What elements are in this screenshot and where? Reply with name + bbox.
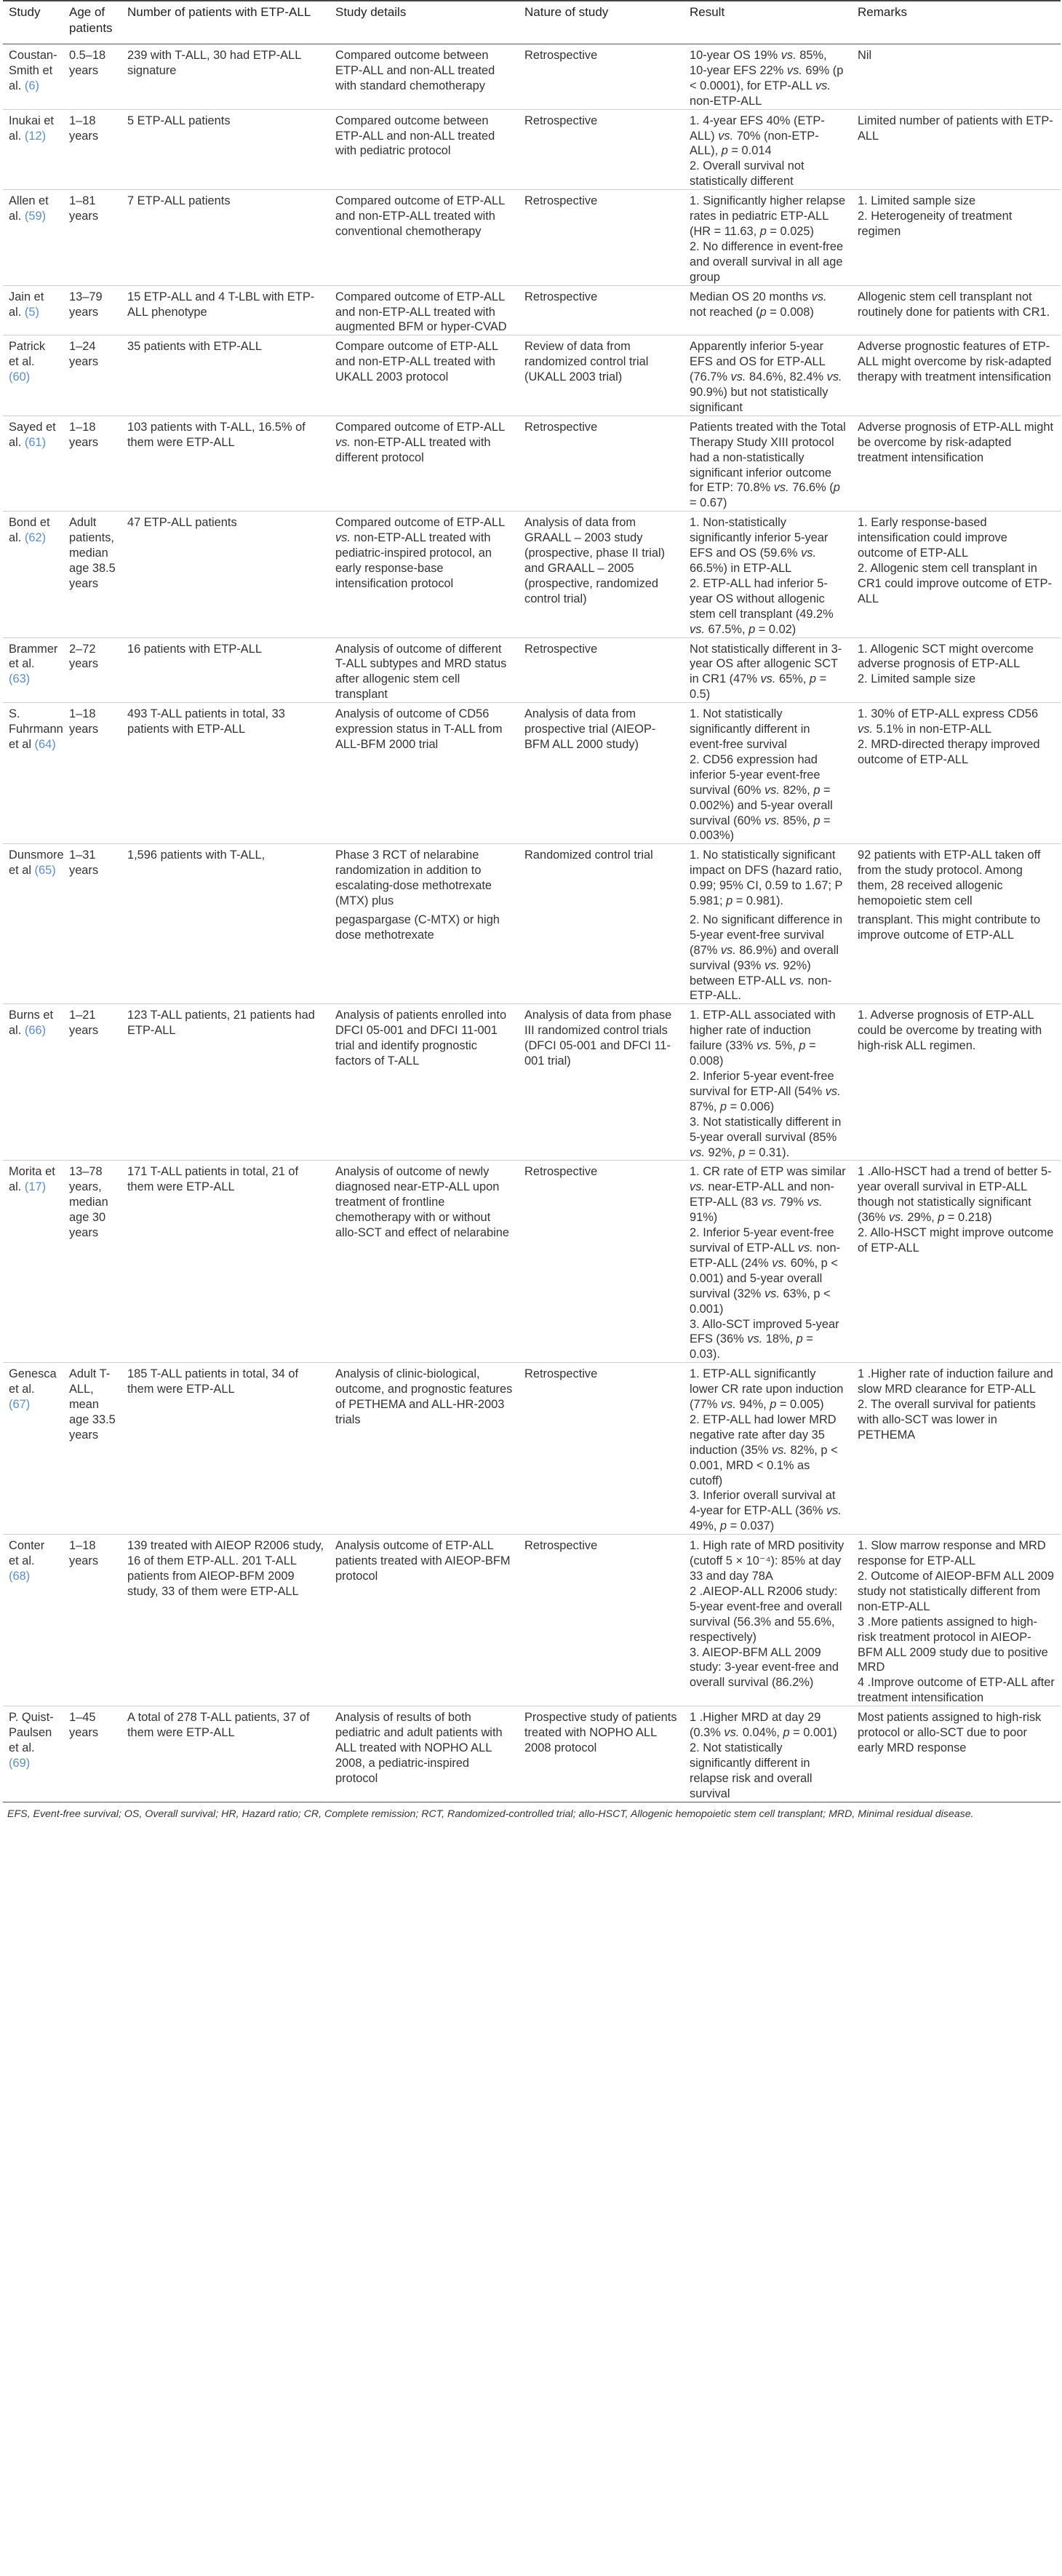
cell-patients: 15 ETP-ALL and 4 T-LBL with ETP-ALL phenotype [121,285,330,335]
cell-study [3,335,63,416]
cell-remarks: Limited number of patients with ETP-ALL [852,109,1061,190]
cell-study [3,1706,63,1802]
cell-nature: Retrospective [519,285,684,335]
cell-study [3,909,63,1004]
cell-result: 10-year OS 19% vs. 85%, 10-year EFS 22% vs. 69% (p < 0.0001), for ETP-ALL vs. non-ETP-ALL [690,49,844,108]
table-row [3,416,1061,511]
table-row [3,1161,1061,1363]
cell-age: 13–78 years, median age 30 years [63,1161,121,1363]
cell-study [3,44,63,110]
cell-age: 1–18 years [63,109,121,190]
table-row [3,1706,1061,1802]
cell-nature: Retrospective [519,190,684,285]
table-row [3,512,1061,637]
reference-link[interactable]: (60) [9,370,31,384]
reference-link[interactable]: (62) [24,531,47,545]
cell-patients: 47 ETP-ALL patients [121,512,330,637]
cell-patients: 16 patients with ETP-ALL [121,637,330,703]
table-row [3,190,1061,285]
table-footnote: EFS, Event-free survival; OS, Overall survival; HR, Hazard ratio; CR, Complete remission; RCT, Randomized-controlled trial; allo-HSCT, Allogenic hemopoietic stem cell transplant; MRD, Minimal residual disease. [3,1802,1061,1821]
cell-result: 1. Non-statistically significantly inferior 5-year EFS and OS (59.6% vs. 66.5%) in ETP-ALL 2. ETP-ALL had inferior 5-year OS without allogenic stem cell transplant (49.2% vs. 67.5%, p = 0.02) [684,512,852,637]
cell-study [3,703,63,844]
cell-nature: Retrospective [519,416,684,511]
cell-nature: Randomized control trial [519,844,684,909]
cell-patients: 1,596 patients with T-ALL, [121,844,330,909]
cell-details: Compare outcome of ETP-ALL and non-ETP-ALL treated with UKALL 2003 protocol [330,335,519,416]
study-name: P. Quist-Paulsen et al. [9,1711,54,1754]
table-row [3,909,1061,1004]
table-row [3,637,1061,703]
cell-study [3,109,63,190]
study-name: Dunsmore et al [9,848,64,878]
cell-age: 13–79 years [63,285,121,335]
cell-study [3,416,63,511]
table-row [3,1535,1061,1706]
cell-nature: Retrospective [519,637,684,703]
cell-patients: 103 patients with T-ALL, 16.5% of them were ETP-ALL [121,416,330,511]
cell-nature: Analysis of data from phase III randomized control trials (DFCI 05-001 and DFCI 11-001 trial) [519,1004,684,1161]
reference-link[interactable]: (5) [24,305,39,319]
cell-study [3,1363,63,1535]
study-name: Patrick et al. [9,340,46,369]
reference-link[interactable]: (67) [9,1398,31,1412]
table-row [3,285,1061,335]
table-row [3,703,1061,844]
table-body [3,44,1061,1802]
cell-nature: Retrospective [519,1161,684,1363]
study-name: S. Fuhrmann et al [9,707,63,751]
cell-result: 2. No significant difference in 5-year event-free survival (87% vs. 86.9%) and overall survival (93% vs. 92%) between ETP-ALL vs. non-ETP-ALL. [690,913,843,1003]
reference-link[interactable]: (65) [34,864,56,878]
study-name: Genesca et al. [9,1367,57,1396]
cell-remarks: transplant. This might contribute to improve outcome of ETP-ALL [858,913,1041,942]
cell-patients: 5 ETP-ALL patients [121,109,330,190]
cell-nature: Retrospective [519,109,684,190]
cell-remarks: Adverse prognosis of ETP-ALL might be overcome by risk-adapted treatment intensification [852,416,1061,511]
cell-study [3,512,63,637]
cell-patients [121,909,330,1004]
study-name: Coustan-Smith et al. [9,49,57,92]
cell-details: Compared outcome between ETP-ALL and non-ALL treated with standard chemotherapy [335,49,495,92]
cell-details: Analysis of clinic-biological, outcome, and prognostic features of PETHEMA and ALL-HR-2003 trials [330,1363,519,1535]
cell-patients: 171 T-ALL patients in total, 21 of them were ETP-ALL [121,1161,330,1363]
cell-study [3,1535,63,1706]
cell-result: Patients treated with the Total Therapy Study XIII protocol had a non-statistically significant inferior outcome for ETP: 70.8% vs. 76.6% (p = 0.67) [684,416,852,511]
cell-details: Analysis of results of both pediatric and adult patients with ALL treated with NOPHO ALL 2008, a pediatric-inspired protocol [330,1706,519,1802]
cell-age: 1–24 years [63,335,121,416]
study-name: Allen et al. [9,194,49,223]
cell-patients: A total of 278 T-ALL patients, 37 of them were ETP-ALL [121,1706,330,1802]
cell-patients: 123 T-ALL patients, 21 patients had ETP-ALL [121,1004,330,1161]
cell-age: 1–18 years [63,703,121,844]
header-result: Result [684,1,852,44]
cell-remarks: 1. Adverse prognosis of ETP-ALL could be overcome by treating with high-risk ALL regimen. [852,1004,1061,1161]
header-details: Study details [330,1,519,44]
cell-nature: Prospective study of patients treated with NOPHO ALL 2008 protocol [519,1706,684,1802]
reference-link[interactable]: (63) [9,672,31,686]
cell-remarks: Nil [858,49,872,62]
cell-remarks: 1 .Higher rate of induction failure and slow MRD clearance for ETP-ALL 2. The overall survival for patients with allo-SCT was lower in PETHEMA [852,1363,1061,1535]
study-name: Jain et al. [9,290,44,319]
cell-age: 1–21 years [63,1004,121,1161]
cell-details: Phase 3 RCT of nelarabine randomization in addition to escalating-dose methotrexate (MTX) plus [330,844,519,909]
cell-study [3,190,63,285]
cell-patients: 185 T-ALL patients in total, 34 of them were ETP-ALL [121,1363,330,1535]
cell-details: Analysis of outcome of different T-ALL subtypes and MRD status after allogenic stem cell transplant [330,637,519,703]
cell-study [3,844,63,909]
cell-nature [519,909,684,1004]
study-name: Conter et al. [9,1539,45,1568]
cell-age: Adult T-ALL, mean age 33.5 years [63,1363,121,1535]
cell-details: Analysis of outcome of newly diagnosed near-ETP-ALL upon treatment of frontline chemotherapy with or without allo-SCT and effect of nelarabine [330,1161,519,1363]
cell-details: Compared outcome of ETP-ALL and non-ETP-ALL treated with conventional chemotherapy [330,190,519,285]
cell-result: Apparently inferior 5-year EFS and OS for ETP-ALL (76.7% vs. 84.6%, 82.4% vs. 90.9%) but not statistically significant [684,335,852,416]
cell-remarks: Most patients assigned to high-risk protocol or allo-SCT due to poor early MRD response [852,1706,1061,1802]
cell-study [3,1004,63,1161]
table-row [3,335,1061,416]
cell-result: Median OS 20 months vs. not reached (p = 0.008) [684,285,852,335]
cell-study [3,1161,63,1363]
cell-result: 1. ETP-ALL significantly lower CR rate upon induction (77% vs. 94%, p = 0.005) 2. ETP-ALL had lower MRD negative rate after day 35 induction (35% vs. 82%, p < 0.001, MRD < 0.1% as cutoff) 3. Inferior overall survival at 4-year for ETP-ALL (36% vs. 49%, p = 0.037) [684,1363,852,1535]
reference-link[interactable]: (12) [24,129,47,143]
cell-details: pegaspargase (C-MTX) or high dose methotrexate [335,913,500,942]
cell-remarks: 1. Limited sample size 2. Heterogeneity of treatment regimen [852,190,1061,285]
cell-remarks: 1. 30% of ETP-ALL express CD56 vs. 5.1% in non-ETP-ALL 2. MRD-directed therapy improved outcome of ETP-ALL [852,703,1061,844]
cell-result: 1. Not statistically significantly different in event-free survival 2. CD56 expression had inferior 5-year event-free survival (60% vs. 82%, p = 0.002%) and 5-year overall survival (60% vs. 85%, p = 0.003%) [684,703,852,844]
cell-age: 1–18 years [63,416,121,511]
cell-age: 2–72 years [63,637,121,703]
table-row [3,1363,1061,1535]
cell-result: 1. CR rate of ETP was similar vs. near-ETP-ALL and non-ETP-ALL (83 vs. 79% vs. 91%) 2. Inferior 5-year event-free survival of ETP-ALL vs. non-ETP-ALL (24% vs. 60%, p < 0.001) and 5-year overall survival (32% vs. 63%, p < 0.001) 3. Allo-SCT improved 5-year EFS (36% vs. 18%, p = 0.03). [684,1161,852,1363]
table-row [3,844,1061,909]
cell-patients: 493 T-ALL patients in total, 33 patients with ETP-ALL [121,703,330,844]
cell-details: Analysis of outcome of CD56 expression status in T-ALL from ALL-BFM 2000 trial [330,703,519,844]
cell-remarks: 92 patients with ETP-ALL taken off from the study protocol. Among them, 28 received allogenic hemopoietic stem cell [852,844,1061,909]
cell-age: 1–81 years [63,190,121,285]
cell-result: 1 .Higher MRD at day 29 (0.3% vs. 0.04%, p = 0.001) 2. Not statistically significantly different in relapse risk and overall survival [684,1706,852,1802]
study-name: Bond et al. [9,516,50,545]
reference-link[interactable]: (68) [9,1570,31,1583]
cell-details: Compared outcome of ETP-ALL and non-ETP-ALL treated with augmented BFM or hyper-CVAD [330,285,519,335]
cell-nature: Retrospective [519,1363,684,1535]
cell-nature: Review of data from randomized control trial (UKALL 2003 trial) [519,335,684,416]
cell-age: 1–31 years [63,844,121,909]
study-name: Inukai et al. [9,114,54,143]
cell-age: Adult patients, median age 38.5 years [63,512,121,637]
table-row [3,1004,1061,1161]
reference-link[interactable]: (64) [34,737,56,751]
reference-link[interactable]: (61) [24,435,47,449]
header-study: Study [3,1,63,44]
table-row [3,44,1061,110]
cell-remarks: 1. Allogenic SCT might overcome adverse prognosis of ETP-ALL 2. Limited sample size [852,637,1061,703]
cell-details: Compared outcome of ETP-ALL vs. non-ETP-ALL treated with different protocol [330,416,519,511]
cell-remarks: 1 .Allo-HSCT had a trend of better 5-year overall survival in ETP-ALL though not statistically significant (36% vs. 29%, p = 0.218) 2. Allo-HSCT might improve outcome of ETP-ALL [852,1161,1061,1363]
reference-link[interactable]: (17) [24,1180,47,1194]
cell-nature: Retrospective [519,1535,684,1706]
cell-patients: 7 ETP-ALL patients [121,190,330,285]
cell-nature: Retrospective [524,49,598,62]
study-name: Brammer et al. [9,642,58,671]
study-name: Sayed et al. [9,420,56,449]
header-remarks: Remarks [852,1,1061,44]
reference-link[interactable]: (6) [24,79,39,92]
cell-nature: Analysis of data from prospective trial (AIEOP-BFM ALL 2000 study) [519,703,684,844]
cell-remarks: 1. Early response-based intensification could improve outcome of ETP-ALL 2. Allogenic stem cell transplant in CR1 could improve outcome of ETP-ALL [852,512,1061,637]
cell-result: 1. 4-year EFS 40% (ETP-ALL) vs. 70% (non-ETP-ALL), p = 0.014 2. Overall survival not statistically different [684,109,852,190]
cell-patients: 239 with T-ALL, 30 had ETP-ALL signature [127,49,301,77]
cell-age: 0.5–18 years [69,49,106,77]
cell-remarks: Adverse prognostic features of ETP-ALL might overcome by risk-adapted therapy with treatment intensification [852,335,1061,416]
study-name: Burns et al. [9,1009,54,1038]
cell-age [63,909,121,1004]
header-age: Age of patients [63,1,121,44]
table-row [3,109,1061,190]
reference-link[interactable]: (69) [9,1756,31,1770]
table-header [3,1,1061,44]
cell-details: Analysis of patients enrolled into DFCI 05-001 and DFCI 11-001 trial and identify prognostic factors of T-ALL [330,1004,519,1161]
cell-result: 1. High rate of MRD positivity (cutoff 5 × 10⁻⁴): 85% at day 33 and day 78A 2 .AIEOP-ALL R2006 study: 5-year event-free and overall survival (56.3% and 55.6%, respectively) 3. AIEOP-BFM ALL 2009 study: 3-year event-free and overall survival (86.2%) [684,1535,852,1706]
reference-link[interactable]: (59) [24,210,47,223]
header-patients: Number of patients with ETP-ALL [121,1,330,44]
cell-nature: Analysis of data from GRAALL – 2003 study (prospective, phase II trial) and GRAALL – 2005 (prospective, randomized control trial) [519,512,684,637]
header-nature: Nature of study [519,1,684,44]
cell-remarks: Allogenic stem cell transplant not routinely done for patients with CR1. [852,285,1061,335]
cell-patients: 139 treated with AIEOP R2006 study, 16 of them ETP-ALL. 201 T-ALL patients from AIEOP-BFM 2009 study, 33 of them were ETP-ALL [121,1535,330,1706]
cell-result: 1. ETP-ALL associated with higher rate of induction failure (33% vs. 5%, p = 0.008) 2. Inferior 5-year event-free survival for ETP-All (54% vs. 87%, p = 0.006) 3. Not statistically different in 5-year overall survival (85% vs. 92%, p = 0.31). [684,1004,852,1161]
reference-link[interactable]: (66) [24,1024,47,1038]
cell-age: 1–45 years [63,1706,121,1802]
cell-details: Compared outcome between ETP-ALL and non-ALL treated with pediatric protocol [330,109,519,190]
cell-details: Compared outcome of ETP-ALL vs. non-ETP-ALL treated with pediatric-inspired protocol, an early response-base intensification protocol [330,512,519,637]
etp-all-studies-table [3,0,1061,1802]
cell-details: Analysis outcome of ETP-ALL patients treated with AIEOP-BFM protocol [330,1535,519,1706]
cell-patients: 35 patients with ETP-ALL [121,335,330,416]
study-name: Morita et al. [9,1165,55,1194]
cell-remarks: 1. Slow marrow response and MRD response for ETP-ALL 2. Outcome of AIEOP-BFM ALL 2009 study not statistically different from non-ETP-ALL 3 .More patients assigned to high-risk treatment protocol in AIEOP-BFM ALL 2009 study due to positive MRD 4 .Improve outcome of ETP-ALL after treatment intensification [852,1535,1061,1706]
cell-result: 1. Significantly higher relapse rates in pediatric ETP-ALL (HR = 11.63, p = 0.025) 2. No difference in event-free and overall survival in all age group [684,190,852,285]
cell-age: 1–18 years [63,1535,121,1706]
cell-study [3,285,63,335]
cell-result: 1. No statistically significant impact on DFS (hazard ratio, 0.99; 95% CI, 0.59 to 1.67; P 5.981; p = 0.981). [684,844,852,909]
cell-study [3,637,63,703]
cell-result: Not statistically different in 3-year OS after allogenic SCT in CR1 (47% vs. 65%, p = 0.5) [684,637,852,703]
